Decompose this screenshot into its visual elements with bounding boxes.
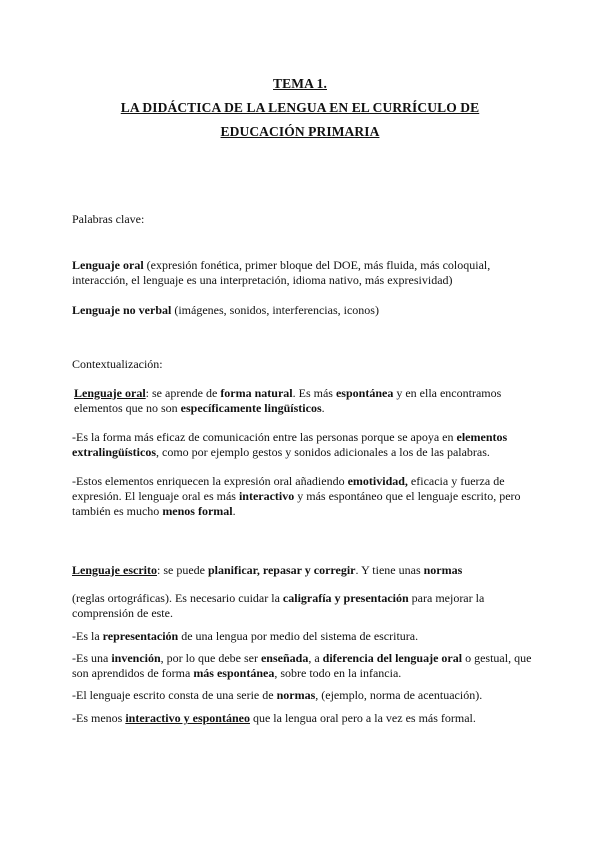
text-run: , a [308,651,323,665]
term-normas-2: normas [276,688,316,702]
written-paragraph-5 [72,688,542,703]
text-run: y en ella encontramos elementos que no son [74,386,502,415]
text-run: . [232,504,236,518]
term-ensenada: enseñada [260,651,309,665]
text-run: , por lo que debe ser [160,651,261,665]
text-run: de una lengua por medio del sistema de escritura. [178,629,419,643]
text-run: . Y tiene unas [355,563,424,577]
keyword-nonverbal-desc: (imágenes, sonidos, interferencias, iconos) [171,303,379,317]
text-run: . Es más [292,386,336,400]
term-forma-natural: forma natural [220,386,293,400]
term-normas: normas [423,563,463,577]
keyword-nonverbal [72,303,542,318]
context-paragraph-3 [72,474,542,519]
text-run: y más espontáneo que el lenguaje escrito, pero también es mucho [72,489,521,518]
term-emotividad: emotividad, [347,474,408,488]
text-run: para mejorar la comprensión de este. [72,591,485,620]
text-run: : se puede [156,563,208,577]
text-run: (reglas ortográficas). Es necesario cuidar la [72,591,283,605]
text-run: , sobre todo en la infancia. [274,666,402,680]
keyword-oral-term: Lenguaje oral [72,258,144,272]
title-tema: TEMA 1. [273,76,327,91]
text-run: que la lengua oral pero a la vez es más formal. [249,711,476,725]
text-run: -Es menos [72,711,126,725]
context-paragraph-2 [72,430,542,460]
keywords-heading: Palabras clave: [72,212,145,226]
term-invencion: invención [111,651,161,665]
text-run: -Es la forma más eficaz de comunicación entre las personas porque se apoya en [72,430,457,444]
term-interactivo: interactivo [238,489,295,503]
term-extralinguisticos: elementos extralingüísticos [72,430,508,459]
context-heading: Contextualización: [72,357,163,371]
term-menos-formal: menos formal [162,504,233,518]
text-run: -El lenguaje escrito consta de una serie de [72,688,277,702]
written-paragraph-6 [72,711,542,726]
term-planificar: planificar, repasar y corregir [207,563,356,577]
term-espontanea: espontánea [335,386,394,400]
text-run: . [321,401,325,415]
written-paragraph-1 [72,563,542,578]
text-run: -Es la [72,629,103,643]
title-line-3: EDUCACIÓN PRIMARIA [220,124,380,139]
text-run: -Estos elementos enriquecen la expresión oral añadiendo [72,474,348,488]
term-lenguaje-oral: Lenguaje oral [74,386,146,400]
term-caligrafia: caligrafía y presentación [282,591,409,605]
written-paragraph-2 [72,591,542,621]
term-representacion: representación [102,629,179,643]
text-run: , (ejemplo, norma de acentuación). [315,688,483,702]
text-run: -Es una [72,651,112,665]
text-run: : se aprende de [145,386,221,400]
keyword-oral [72,258,542,288]
text-run: o gestual, que son aprendidos de forma [72,651,532,680]
term-interactivo-espontaneo: interactivo y espontáneo [125,711,250,725]
keyword-oral-desc: (expresión fonética, primer bloque del DOE, más fluida, más coloquial, interacción, el lenguaje es una interpretación, idioma nativo, más expresividad) [72,258,491,287]
term-mas-espontanea: más espontánea [193,666,275,680]
written-paragraph-3 [72,629,542,644]
term-linguisticos: específicamente lingüísticos [180,401,322,415]
context-paragraph-1 [74,386,544,416]
keyword-nonverbal-term: Lenguaje no verbal [72,303,172,317]
written-paragraph-4 [72,651,542,681]
text-run: eficacia y fuerza de expresión. El lenguaje oral es más [72,474,505,503]
term-diferencia: diferencia del lenguaje oral [322,651,463,665]
term-lenguaje-escrito: Lenguaje escrito [72,563,157,577]
title-line-2: LA DIDÁCTICA DE LA LENGUA EN EL CURRÍCULO DE [120,100,480,115]
text-run: , como por ejemplo gestos y sonidos adicionales a los de las palabras. [156,445,490,459]
